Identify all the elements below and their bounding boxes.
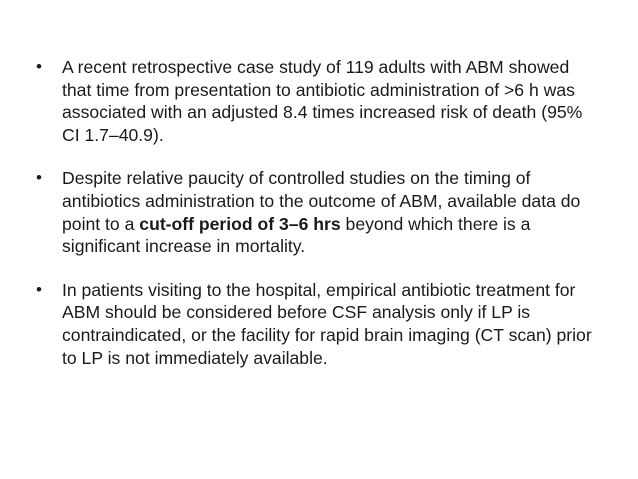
bullet-item-cutoff-period — [36, 167, 596, 257]
bullet-item-time-to-antibiotics — [36, 56, 596, 146]
bullet-text: In patients visiting to the hospital, empirical antibiotic treatment for ABM should be considered before CSF analysis only if LP is contraindicated, or the facility for rapid brain imaging (CT scan) prior to LP is not immediately available. — [62, 279, 592, 368]
bullet-list — [36, 56, 596, 390]
bullet-marker-icon: • — [36, 168, 42, 188]
bullet-item-empirical-treatment — [36, 279, 596, 369]
bullet-text-before: Despite relative paucity of controlled studies on the timing of antibiotics administration to the outcome of ABM, available data do point to a — [62, 168, 581, 234]
bullet-text: A recent retrospective case study of 119 adults with ABM showed that time from presentation to antibiotic administration of >6 h was associated with an adjusted 8.4 times increased risk of death (95% CI 1.7–40.9). — [62, 57, 583, 145]
bullet-marker-icon: • — [36, 57, 42, 76]
bullet-marker-icon: • — [36, 279, 42, 299]
bullet-text-after: beyond which there is a significant increase in mortality. — [62, 213, 531, 257]
bullet-text-emphasis: cut-off period of 3–6 hrs — [139, 213, 341, 234]
